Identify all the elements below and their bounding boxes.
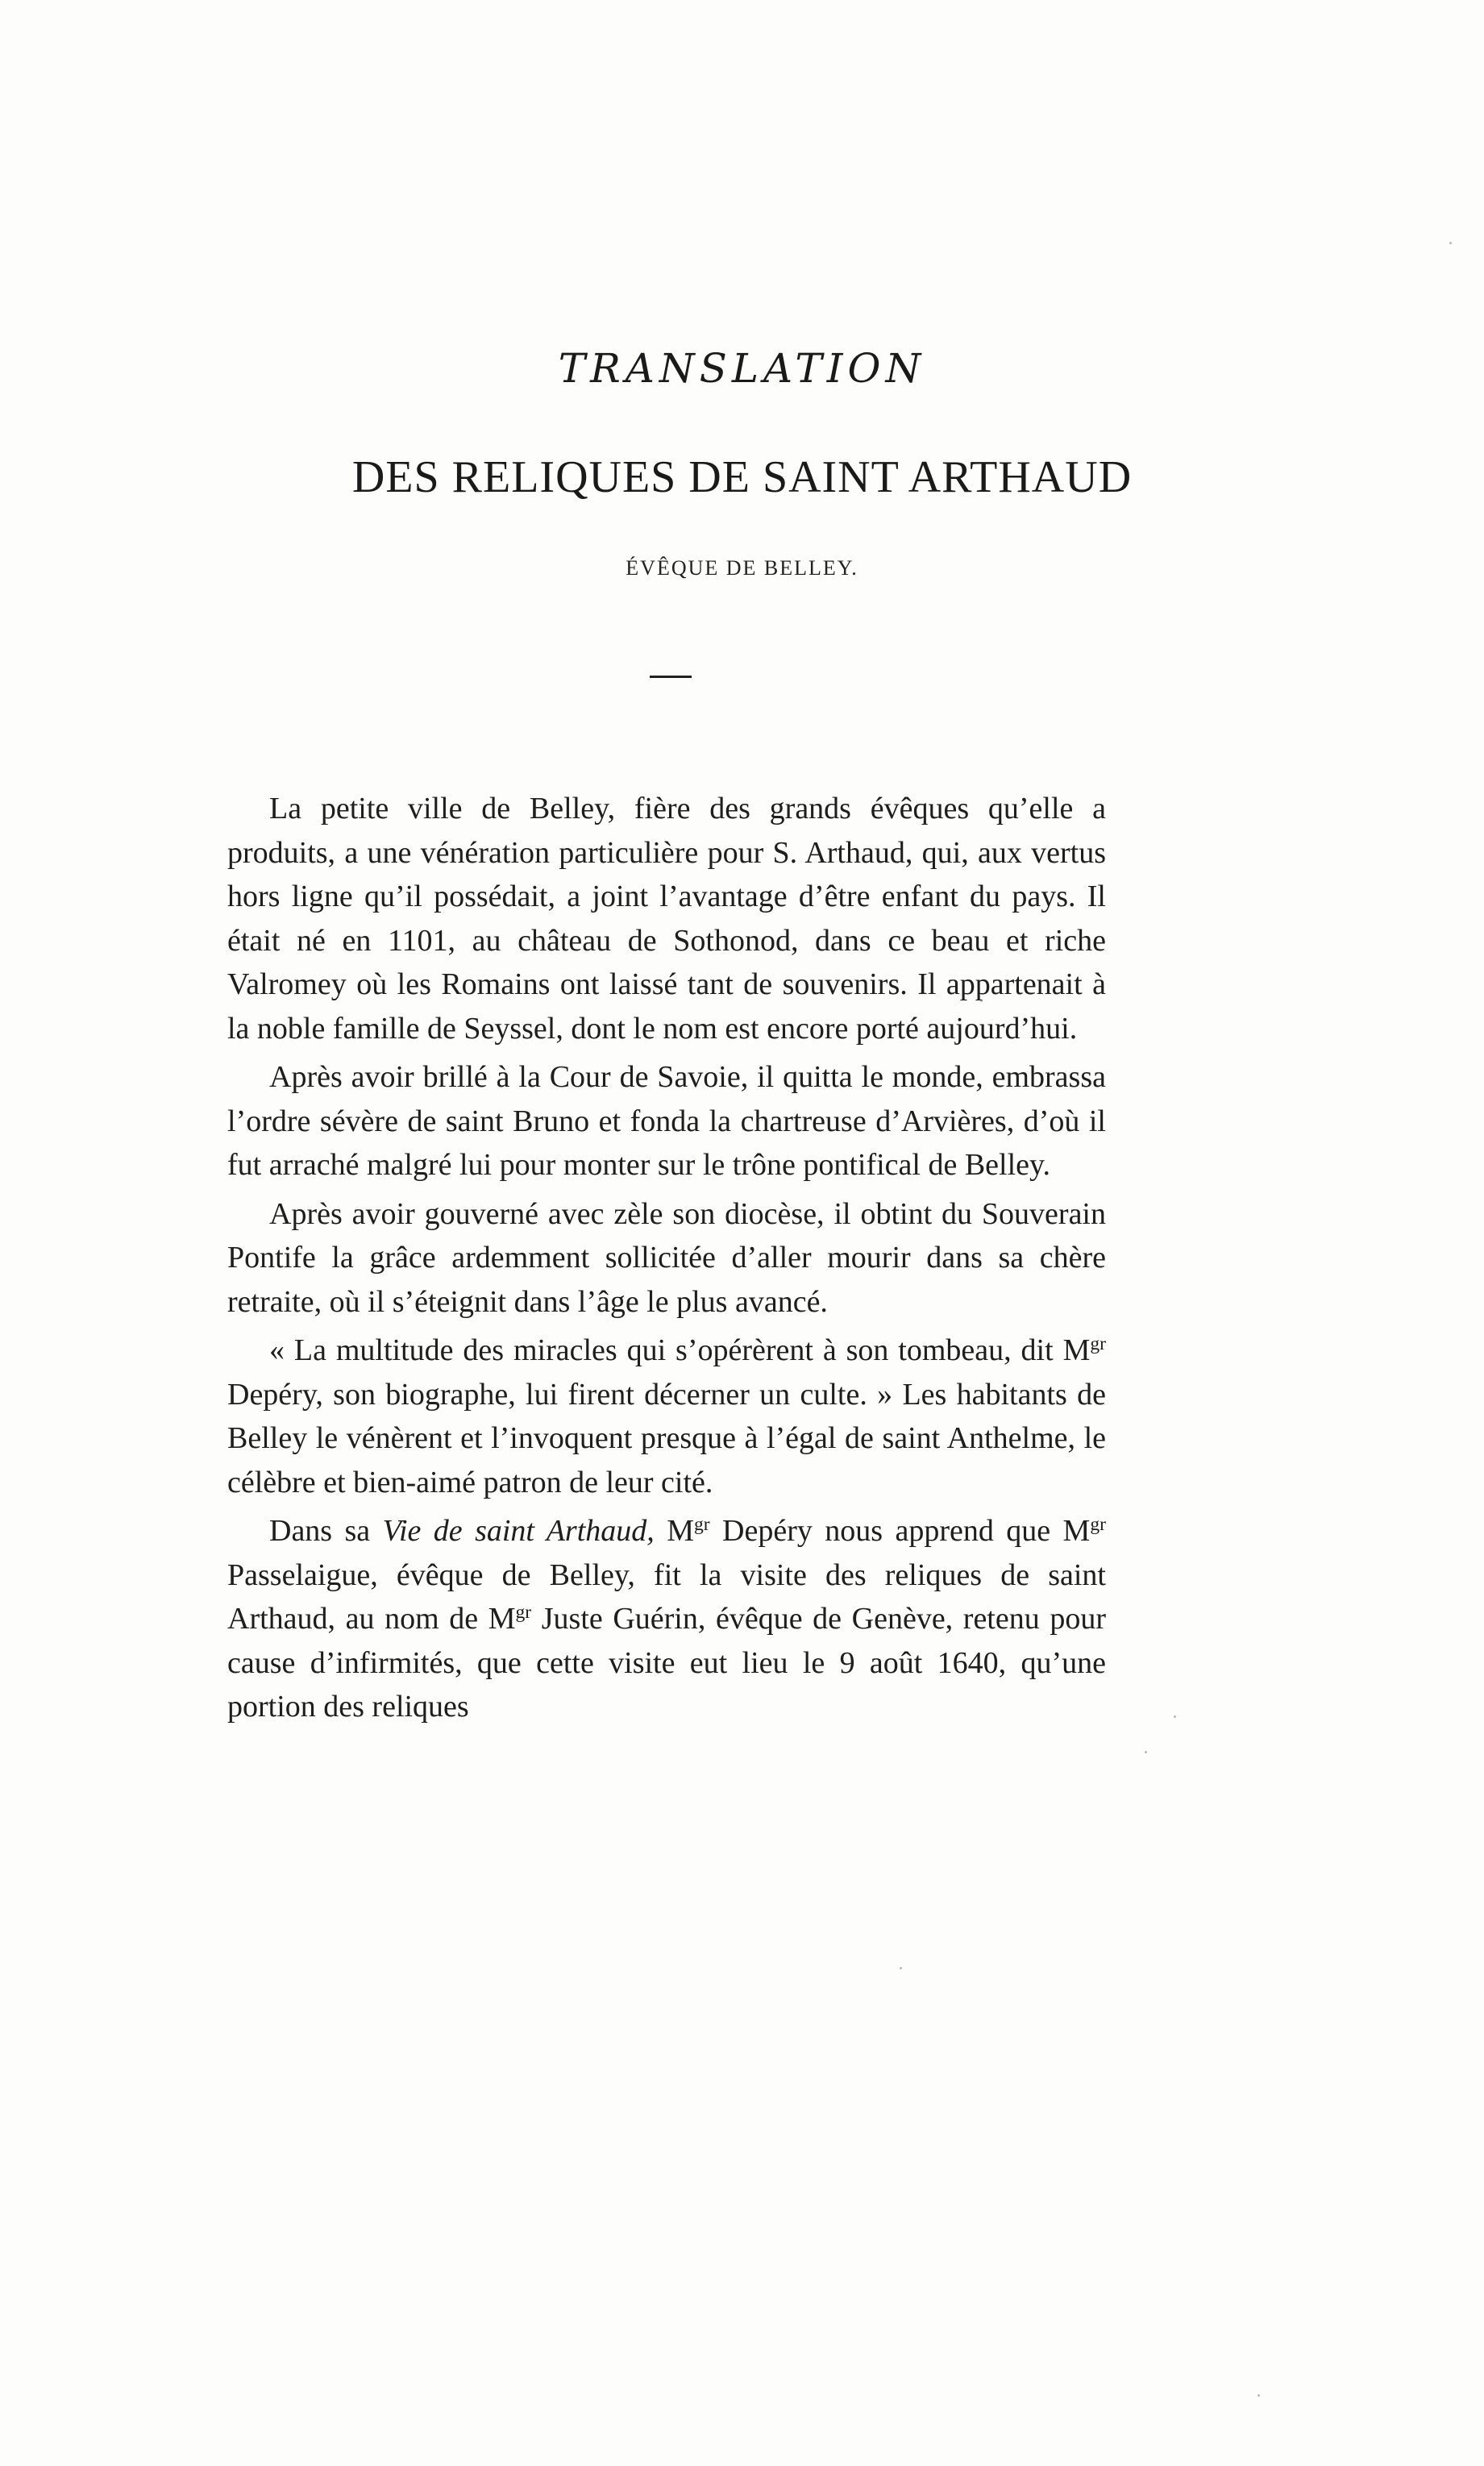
body-text [227, 787, 1106, 1734]
title-abbrev: gr [1090, 1514, 1106, 1536]
paragraph-5-text-e: Juste Guérin, évêque de Genève, retenu pour cause d’infirmités, que cette visite eut lieu le 9 août 1640, qu’une portion des reliques [227, 1602, 1106, 1724]
paragraph-5-text-a: Dans sa [269, 1514, 383, 1548]
subtitle: ÉVÊQUE DE BELLEY. [626, 556, 858, 580]
paragraph-5-text-d: Passelaigue, évêque de Belley, fit la visite des reliques de saint Arthaud, au nom de M [227, 1557, 1106, 1636]
paragraph-5 [227, 1509, 1106, 1729]
paragraph-1: La petite ville de Belley, fière des grands évêques qu’elle a produits, a une vénération particulière pour S. Arthaud, qui, aux vertus hors ligne qu’il possédait, a joint l’avantage d’être enfant du pays. Il était né en 1101, au château de Sothonod, dans ce beau et riche Valromey où les Romains ont laissé tant de souvenirs. Il appartenait à la noble famille de Seyssel, dont le nom est encore porté aujourd’hui. [227, 792, 1106, 1046]
paragraph-4-text-b: Depéry, son biographe, lui firent décerner un culte. » Les habitants de Belley le vénèrent et l’invoquent presque à l’égal de saint Anthelme, le célèbre et bien-aimé patron de leur cité. [227, 1377, 1106, 1499]
ornate-title: TRANSLATION [558, 345, 926, 392]
title-abbrev: gr [693, 1514, 710, 1536]
speck [1257, 2394, 1260, 2397]
speck [900, 1967, 902, 1969]
paragraph-5-text-b: M [654, 1514, 694, 1548]
main-title: DES RELIQUES DE SAINT ARTHAUD [351, 452, 1133, 502]
title-abbrev: gr [1090, 1333, 1106, 1355]
speck [1145, 1751, 1147, 1753]
title-divider [650, 676, 692, 678]
speck [1449, 242, 1452, 244]
paragraph-4 [227, 1329, 1106, 1504]
book-title: Vie de saint Arthaud, [382, 1514, 655, 1548]
title-abbrev: gr [515, 1602, 532, 1624]
paragraph-5-text-c: Depéry nous apprend que M [709, 1514, 1091, 1548]
paragraph-4-text-a: « La multitude des miracles qui s’opérèrent à son tombeau, dit M [269, 1333, 1091, 1367]
speck [1174, 1715, 1176, 1718]
paragraph-3: Après avoir gouverné avec zèle son diocèse, il obtint du Souverain Pontife la grâce ardemment sollicitée d’aller mourir dans sa chère retraite, où il s’éteignit dans l’âge le plus avancé. [227, 1196, 1106, 1319]
paragraph-2: Après avoir brillé à la Cour de Savoie, il quitta le monde, embrassa l’ordre sévère de saint Bruno et fonda la chartreuse d’Arvières, d’où il fut arraché malgré lui pour monter sur le trône pontifical de Belley. [227, 1060, 1106, 1182]
